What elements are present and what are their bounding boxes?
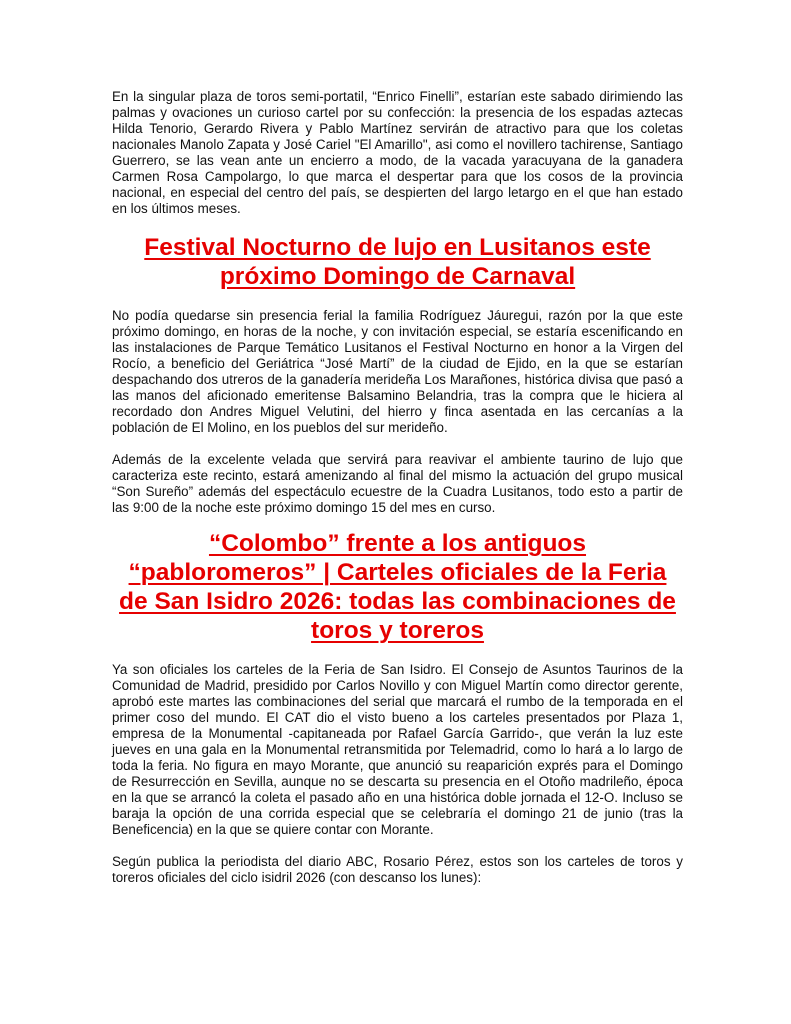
- section1-paragraph-2: Además de la excelente velada que servirá para reavivar el ambiente taurino de lujo que caracteriza este recinto, estará amenizando al final del mismo la actuación del grupo musical “Son Sureño” además del espectáculo ecuestre de la Cuadra Lusitanos, todo esto a partir de las 9:00 de la noche este próximo domingo 15 del mes en curso.: [112, 452, 683, 515]
- section1-paragraph-1: No podía quedarse sin presencia ferial la familia Rodríguez Jáuregui, razón por la que este próximo domingo, en horas de la noche, y con invitación especial, se estaría escenificando en las instalaciones de Parque Temático Lusitanos el Festival Nocturno en honor a la Virgen del Rocío, a beneficio del Geriátrica “José Martí” de la ciudad de Ejido, en la que se estarían despachando dos utreros de la ganadería merideña Los Marañones, histórica divisa que pasó a las manos del aficionado emeritense Balsamino Belandria, tras la compra que le hiciera al recordado don Andres Miguel Velutini, del hierro y finca asentada en las cercanías a la población de El Molino, en los pueblos del sur merideño.: [112, 308, 683, 435]
- document-page: [112, 89, 683, 886]
- section2-paragraph-1: Ya son oficiales los carteles de la Feria de San Isidro. El Consejo de Asuntos Taurinos de la Comunidad de Madrid, presidido por Carlos Novillo y con Miguel Martín como director gerente, aprobó este martes las combinaciones del serial que marcará el rumbo de la temporada en el primer coso del mundo. El CAT dio el visto bueno a los carteles presentados por Plaza 1, empresa de la Monumental -capitaneada por Rafael García Garrido-, que verán la luz este jueves en una gala en la Monumental retransmitida por Telemadrid, como lo hará a lo largo de toda la feria. No figura en mayo Morante, que anunció su reaparición exprés para el Domingo de Resurrección en Sevilla, aunque no se descarta su presencia en el Otoño madrileño, época en la que se arrancó la coleta el pasado año en una histórica doble jornada el 12-O. Incluso se baraja la opción de una corrida especial que se celebraría el domingo 21 de junio (tras la Beneficencia) en la que se quiere contar con Morante.: [112, 662, 683, 837]
- intro-paragraph: En la singular plaza de toros semi-portatil, “Enrico Finelli”, estarían este sabado dirimiendo las palmas y ovaciones un curioso cartel por su confección: la presencia de los espadas aztecas Hilda Tenorio, Gerardo Rivera y Pablo Martínez servirán de atractivo para que los coletas nacionales Manolo Zapata y José Cariel "El Amarillo", asi como el novillero tachirense, Santiago Guerrero, se las vean ante un encierro a modo, de la vacada yaracuyana de la ganadera Carmen Rosa Campolargo, lo que marca el despertar para que los cosos de la provincia nacional, en especial del centro del país, se despierten del largo letargo en el que han estado en los últimos meses.: [112, 89, 683, 216]
- section1-heading: Festival Nocturno de lujo en Lusitanos este próximo Domingo de Carnaval: [144, 234, 651, 290]
- section2-heading: “Colombo” frente a los antiguos “pabloromeros” | Carteles oficiales de la Feria de San Isidro 2026: todas las combinaciones de toros y toreros: [119, 530, 676, 644]
- section2-paragraph-2: Según publica la periodista del diario ABC, Rosario Pérez, estos son los carteles de toros y toreros oficiales del ciclo isidril 2026 (con descanso los lunes):: [112, 854, 683, 885]
